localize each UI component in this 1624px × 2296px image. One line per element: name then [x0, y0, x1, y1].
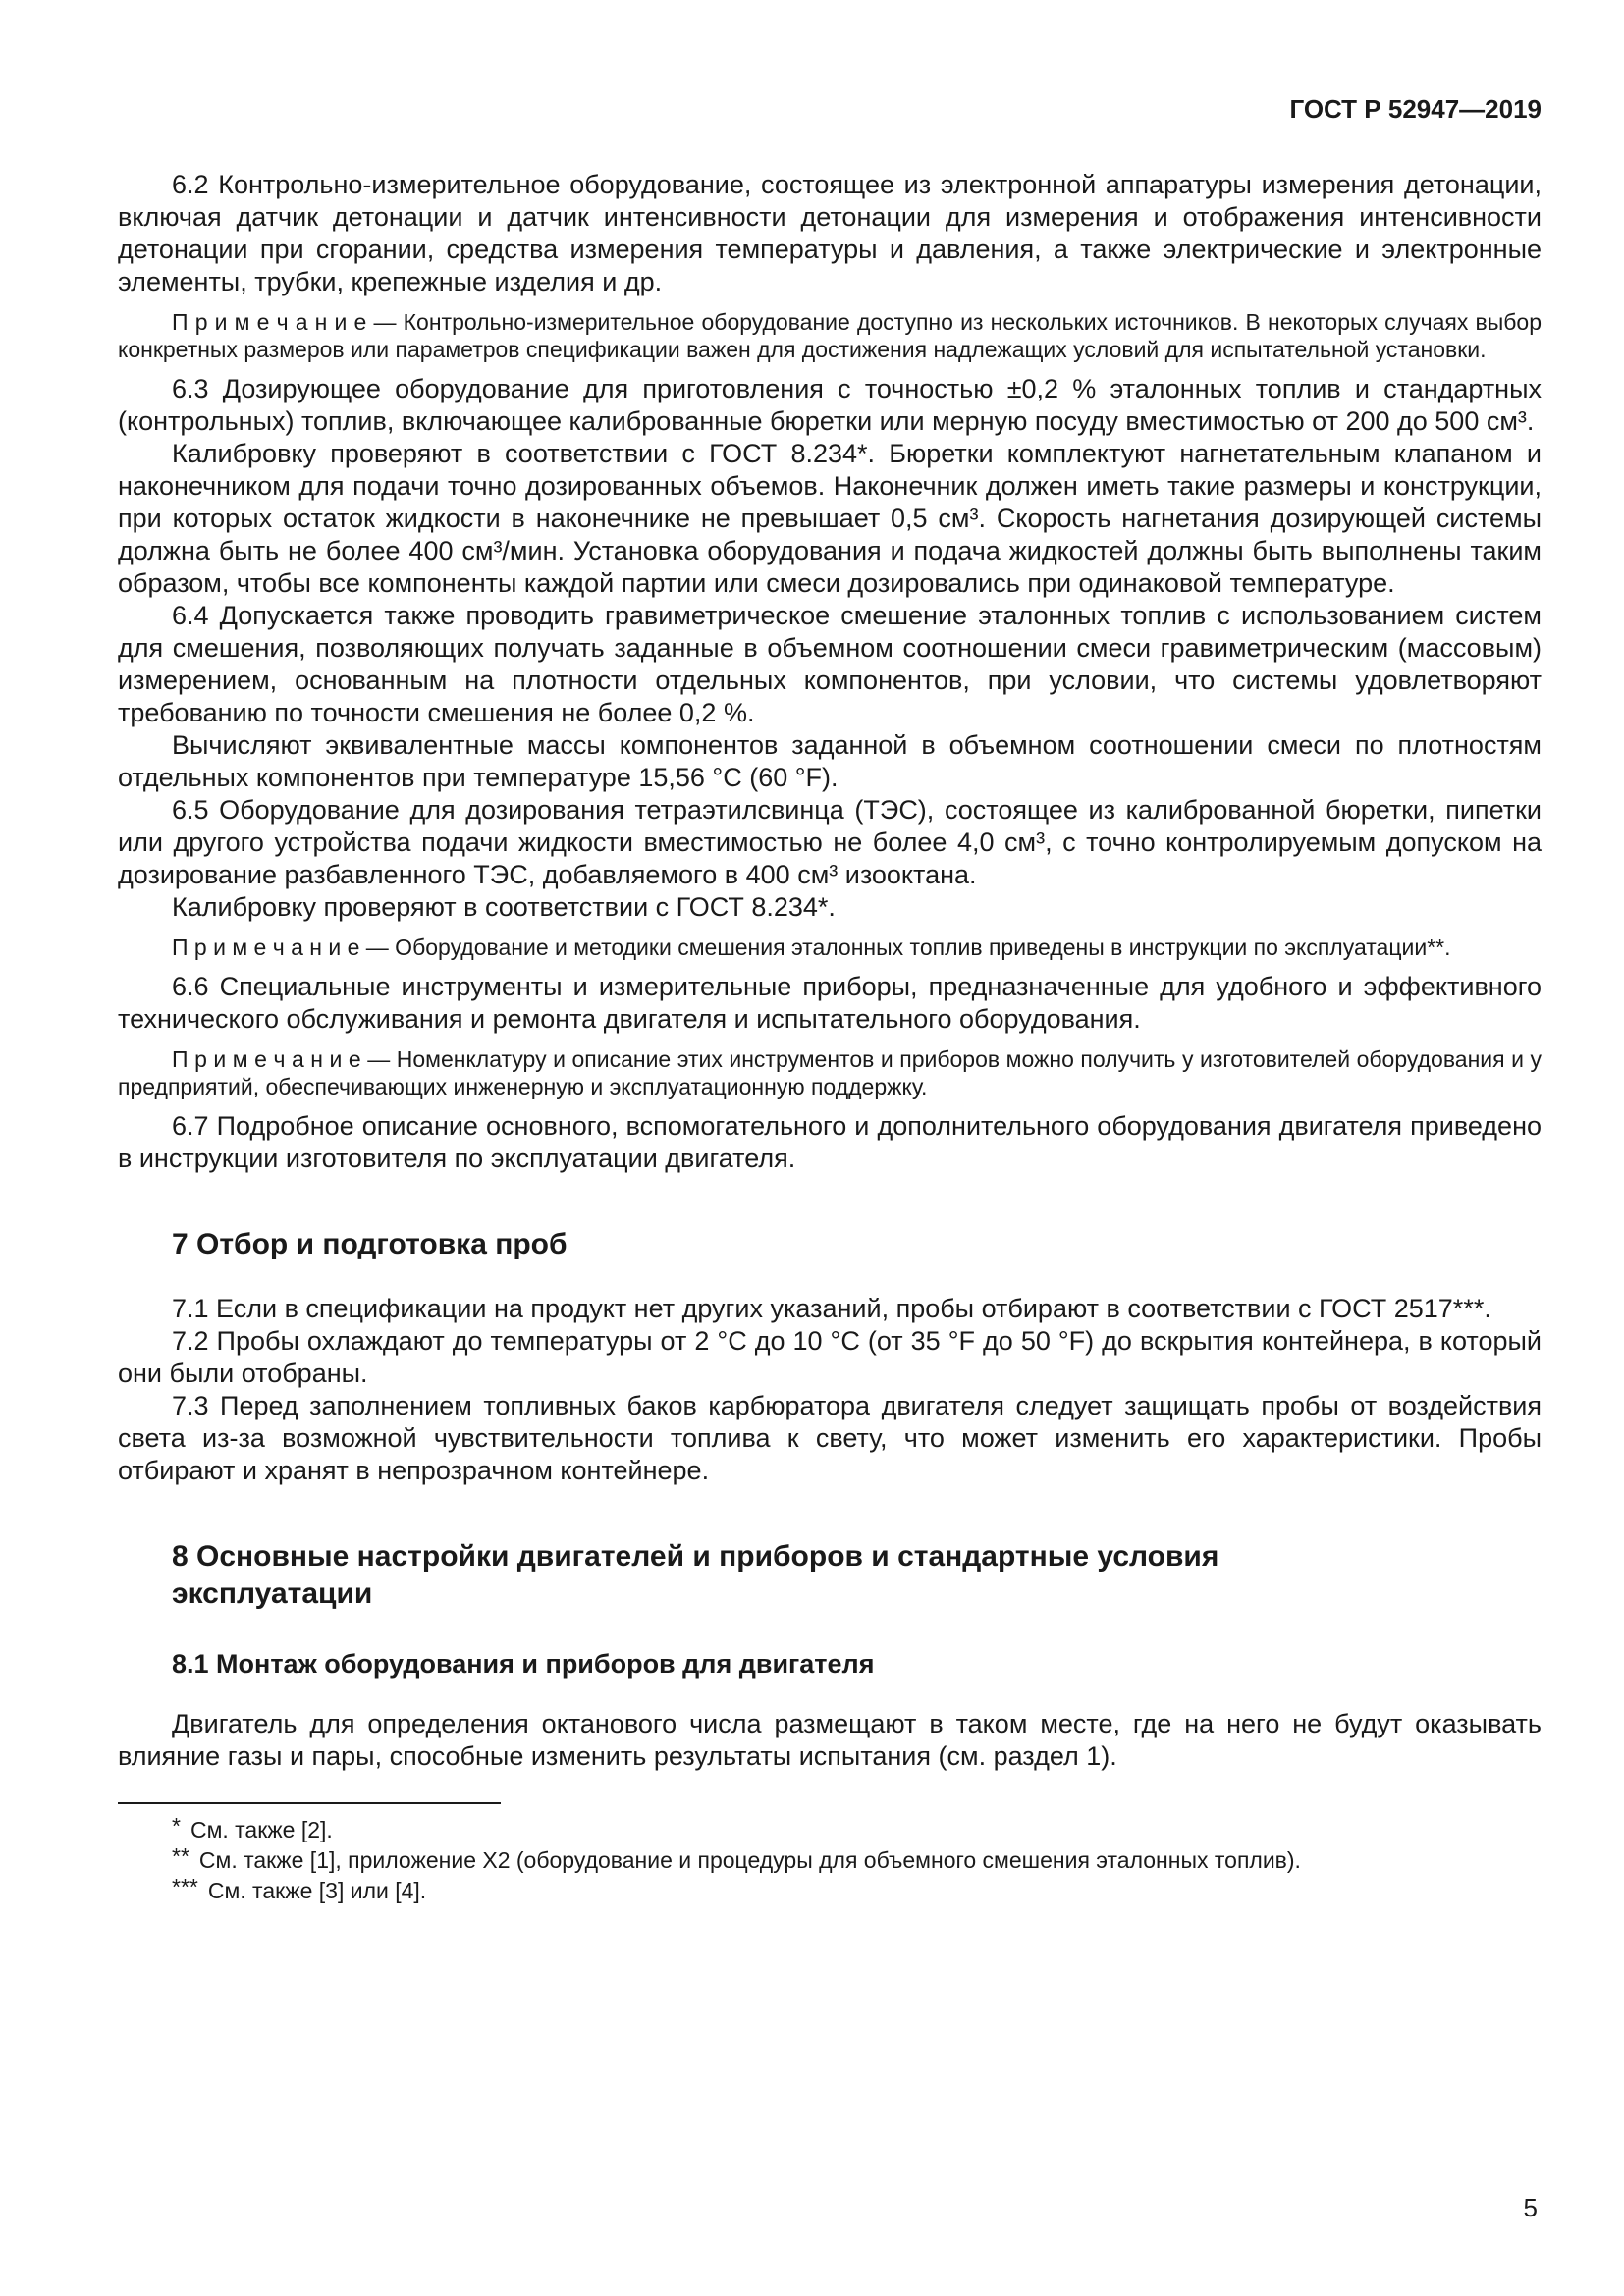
footnote-3	[118, 1874, 1542, 1905]
note-after-6-6: П р и м е ч а н и е — Номенклатуру и описание этих инструментов и приборов можно получить у изготовителей оборудования и у предприятий, обеспечивающих инженерную и эксплуатационную поддержку.	[118, 1046, 1542, 1099]
footnote-separator-rule	[118, 1802, 501, 1804]
footnote-3-marker: ***	[172, 1874, 198, 1899]
paragraph-6-3-calibration: Калибровку проверяют в соответствии с ГОСТ 8.234*. Бюретки комплектуют нагнетательным клапаном и наконечником для подачи точно дозированных объемов. Наконечник должен иметь такие размеры и конструкции, при которых остаток жидкости в наконечнике не превышает 0,5 см³. Скорость нагнетания дозирующей системы должна быть не более 400 см³/мин. Установка оборудования и подача жидкостей должны быть выполнены таким образом, чтобы все компоненты каждой партии или смеси дозировались при одинаковой температуре.	[118, 439, 1542, 598]
section-8-heading: 8 Основные настройки двигателей и приборов и стандартные условия эксплуатации	[172, 1540, 1219, 1610]
footnote-1	[118, 1813, 1542, 1844]
note-after-6-2: П р и м е ч а н и е — Контрольно-измерительное оборудование доступно из нескольких источников. В некоторых случаях выбор конкретных размеров или параметров спецификации важен для достижения надлежащих условий для испытательной установки.	[118, 309, 1542, 362]
footnote-1-marker: *	[172, 1813, 181, 1839]
paragraph-6-4: 6.4 Допускается также проводить гравиметрическое смешение эталонных топлив с использованием систем для смешения, позволяющих получать заданные в объемном соотношении смеси гравиметрическим (массовым) измерением, основанным на плотности отдельных компонентов, при условии, что системы удовлетворяют требованию по точности смешения не более 0,2 %.	[118, 601, 1542, 727]
paragraph-7-1: 7.1 Если в спецификации на продукт нет других указаний, пробы отбирают в соответствии с ГОСТ 2517***.	[172, 1294, 1491, 1323]
footnote-2-marker: **	[172, 1843, 189, 1869]
section-7-heading: 7 Отбор и подготовка проб	[172, 1228, 568, 1260]
footnotes-block	[118, 1802, 1542, 1905]
paragraph-8-1-engine-placement: Двигатель для определения октанового числа размещают в таком месте, где на него не будут оказывать влияние газы и пары, способные изменить результаты испытания (см. раздел 1).	[118, 1709, 1542, 1771]
paragraph-6-2: 6.2 Контрольно-измерительное оборудование, состоящее из электронной аппаратуры измерения детонации, включая датчик детонации и датчик интенсивности детонации для измерения и отображения интенсивности детонации при сгорании, средства измерения температуры и давления, а также электрические и электронные элементы, трубки, крепежные изделия и др.	[118, 170, 1542, 296]
paragraph-6-3: 6.3 Дозирующее оборудование для приготовления с точностью ±0,2 % эталонных топлив и стандартных (контрольных) топлив, включающее калиброванные бюретки или мерную посуду вместимостью от 200 до 500 см³.	[118, 374, 1542, 436]
standard-reference-header: ГОСТ Р 52947—2019	[1289, 94, 1542, 124]
page-number: 5	[1523, 2193, 1538, 2222]
paragraph-6-4-equivalent-mass: Вычисляют эквивалентные массы компонентов заданной в объемном соотношении смеси по плотностям отдельных компонентов при температуре 15,56 °С (60 °F).	[118, 730, 1542, 792]
footnote-2	[118, 1843, 1542, 1875]
paragraph-7-2: 7.2 Пробы охлаждают до температуры от 2 °С до 10 °С (от 35 °F до 50 °F) до вскрытия контейнера, в который они были отобраны.	[118, 1326, 1542, 1388]
paragraph-6-7: 6.7 Подробное описание основного, вспомогательного и дополнительного оборудования двигателя приведено в инструкции изготовителя по эксплуатации двигателя.	[118, 1111, 1542, 1173]
paragraph-6-6: 6.6 Специальные инструменты и измерительные приборы, предназначенные для удобного и эффективного технического обслуживания и ремонта двигателя и испытательного оборудования.	[118, 972, 1542, 1034]
paragraph-6-5-calibration: Калибровку проверяют в соответствии с ГОСТ 8.234*.	[172, 892, 836, 922]
paragraph-7-3: 7.3 Перед заполнением топливных баков карбюратора двигателя следует защищать пробы от воздействия света из-за возможной чувствительности топлива к свету, что может изменить его характеристики. Пробы отбирают и хранят в непрозрачном контейнере.	[118, 1391, 1542, 1485]
section-8-1-subheading: 8.1 Монтаж оборудования и приборов для двигателя	[172, 1649, 875, 1679]
footnote-1-text: См. также [2].	[189, 1817, 333, 1842]
note-after-6-5: П р и м е ч а н и е — Оборудование и методики смешения эталонных топлив приведены в инструкции по эксплуатации**.	[172, 934, 1451, 960]
footnote-3-text: См. также [3] или [4].	[207, 1878, 427, 1903]
paragraph-6-5: 6.5 Оборудование для дозирования тетраэтилсвинца (ТЭС), состоящее из калиброванной бюретки, пипетки или другого устройства подачи жидкости вместимостью не более 4,0 см³, с точно контролируемым допуском на дозирование разбавленного ТЭС, добавляемого в 400 см³ изооктана.	[118, 795, 1542, 889]
footnote-2-text: См. также [1], приложение Х2 (оборудование и процедуры для объемного смешения эталонных топлив).	[198, 1847, 1301, 1873]
